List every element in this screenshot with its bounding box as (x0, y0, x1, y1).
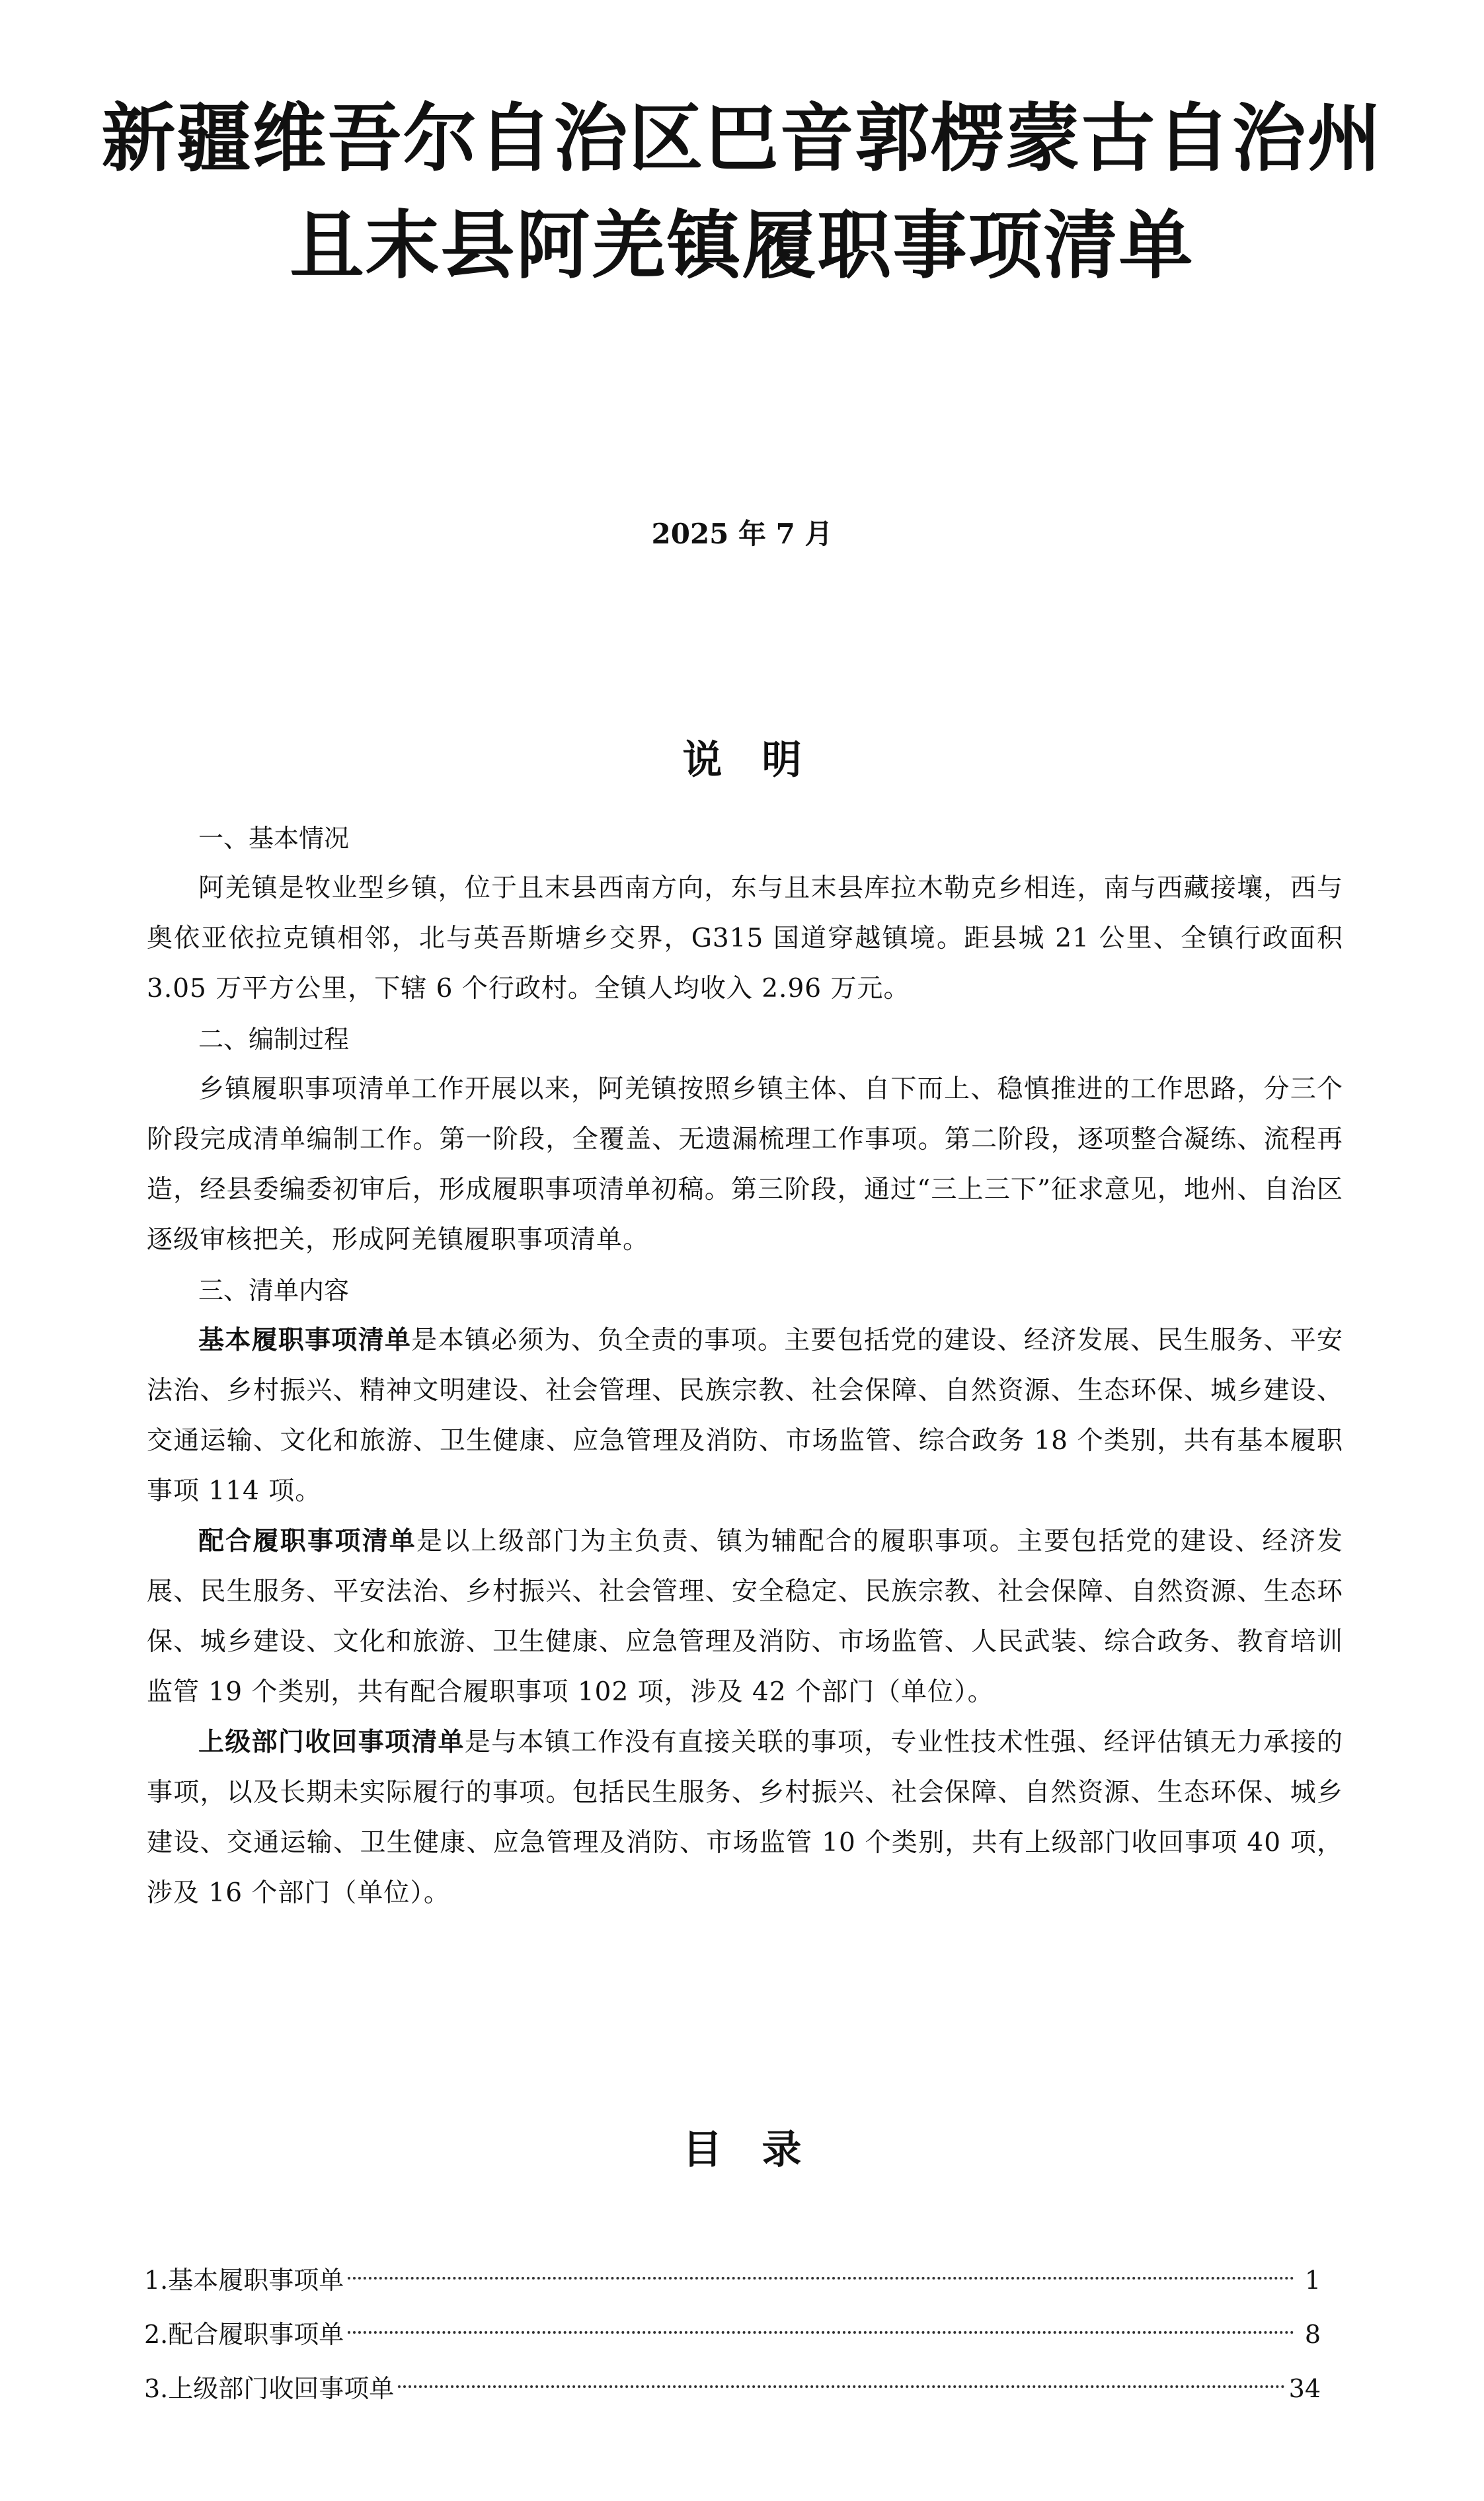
document-title-line-2: 且末县阿羌镇履职事项清单 (290, 203, 1194, 289)
section-basic-info-text: 阿羌镇是牧业型乡镇，位于且末县西南方向，东与且末县库拉木勒克乡相连，南与西藏接壤，西与奥依亚依拉克镇相邻，北与英吾斯塘乡交界，G315 国道穿越镇境。距县城 21 公里、全镇行政面积 3.05 万平方公里，下辖 6 个行政村。全镇人均收入 2.96 万元。 (147, 873, 1343, 1004)
recall-duties-paragraph (147, 1718, 1343, 1919)
toc-entry-label: 2.配合履职事项单 (144, 2320, 344, 2349)
toc-heading: 目录 (682, 2127, 841, 2173)
section-list-content-title: 三、清单内容 (198, 1276, 350, 1305)
toc-entry-basic[interactable] (144, 2253, 1321, 2307)
coop-duties-text: 是以上级部门为主负责、镇为辅配合的履职事项。主要包括党的建设、经济发展、民生服务、平安法治、乡村振兴、社会管理、安全稳定、民族宗教、社会保障、自然资源、生态环保、城乡建设、文化和旅游、卫生健康、应急管理及消防、市场监管、人民武装、综合政务、教育培训监管 19 个类别，共有配合履职事项 102 项，涉及 42 个部门（单位）。 (147, 1527, 1343, 1707)
recall-duties-label: 上级部门收回事项清单 (198, 1727, 465, 1757)
document-date: 2025 年 7 月 (651, 518, 833, 550)
toc-entry-coop[interactable] (144, 2307, 1321, 2362)
explanation-body (147, 813, 1343, 1919)
basic-duties-label: 基本履职事项清单 (198, 1326, 412, 1355)
table-of-contents (144, 2253, 1321, 2416)
toc-entry-page: 8 (1304, 2320, 1321, 2349)
toc-entry-page: 1 (1304, 2266, 1321, 2295)
toc-entry-label: 1.基本履职事项单 (144, 2266, 344, 2295)
section-compilation-title: 二、编制过程 (198, 1025, 350, 1054)
coop-duties-label: 配合履职事项清单 (198, 1527, 417, 1556)
explanation-heading: 说明 (682, 737, 841, 783)
toc-entry-page: 34 (1288, 2374, 1321, 2403)
recall-duties-text: 是与本镇工作没有直接关联的事项，专业性技术性强、经评估镇无力承接的事项，以及长期未实际履行的事项。包括民生服务、乡村振兴、社会保障、自然资源、生态环保、城乡建设、交通运输、卫生健康、应急管理及消防、市场监管 10 个类别，共有上级部门收回事项 40 项，涉及 16 个部门（单位）。 (147, 1727, 1343, 1908)
section-compilation-text: 乡镇履职事项清单工作开展以来，阿羌镇按照乡镇主体、自下而上、稳慎推进的工作思路，分三个阶段完成清单编制工作。第一阶段，全覆盖、无遗漏梳理工作事项。第二阶段，逐项整合凝练、流程再造，经县委编委初审后，形成履职事项清单初稿。第三阶段，通过“三上三下”征求意见，地州、自治区逐级审核把关，形成阿羌镇履职事项清单。 (147, 1074, 1343, 1255)
coop-duties-paragraph (147, 1517, 1343, 1718)
basic-duties-paragraph (147, 1316, 1343, 1517)
section-basic-info-title: 一、基本情况 (198, 824, 350, 853)
toc-leader-dots (348, 2277, 1294, 2280)
toc-entry-label: 3.上级部门收回事项单 (144, 2374, 395, 2403)
basic-duties-text: 是本镇必须为、负全责的事项。主要包括党的建设、经济发展、民生服务、平安法治、乡村振兴、精神文明建设、社会管理、民族宗教、社会保障、自然资源、生态环保、城乡建设、交通运输、文化和旅游、卫生健康、应急管理及消防、市场监管、综合政务 18 个类别，共有基本履职事项 114 项。 (147, 1326, 1343, 1506)
toc-leader-dots (398, 2385, 1284, 2388)
toc-entry-recall[interactable] (144, 2362, 1321, 2416)
toc-leader-dots (348, 2331, 1294, 2334)
document-title-line-1: 新疆维吾尔自治区巴音郭楞蒙古自治州 (101, 96, 1383, 182)
